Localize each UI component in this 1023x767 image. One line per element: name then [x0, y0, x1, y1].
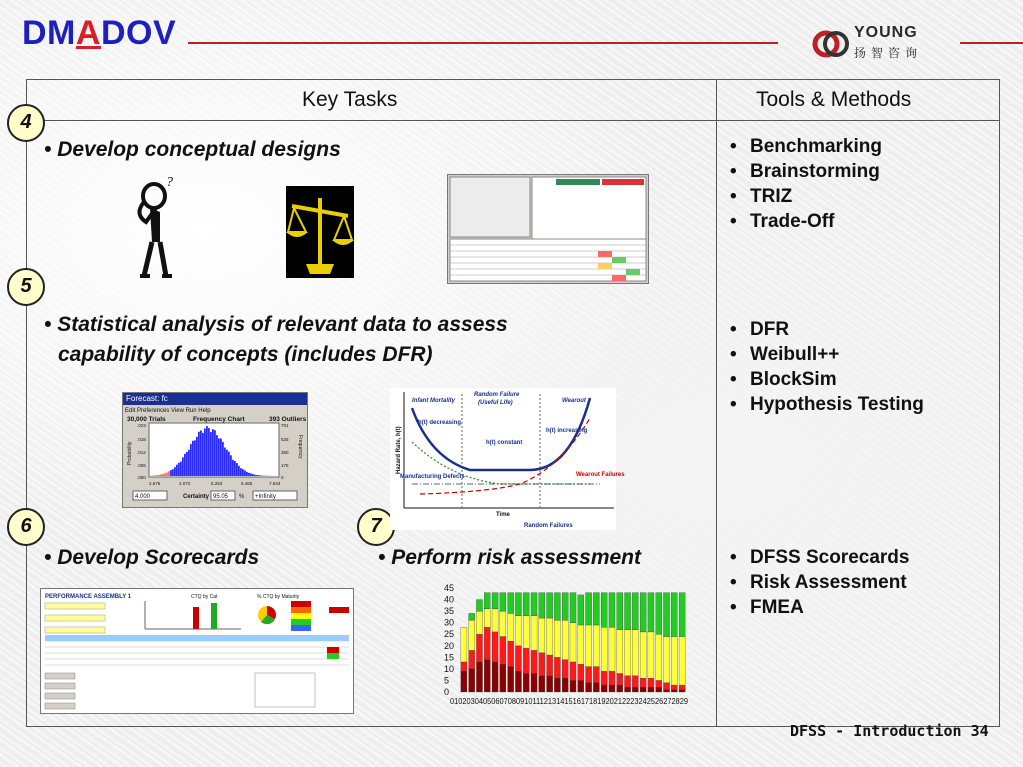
forecast-title: Forecast: fc — [123, 393, 307, 405]
forecast-left-label: Probability — [127, 441, 133, 465]
bathtub-x-label: Time — [496, 512, 510, 518]
histogram-bar — [208, 428, 210, 476]
histogram-bar — [172, 469, 174, 476]
risk-bar-segment — [484, 609, 490, 627]
tool-item: • Brainstorming — [728, 159, 882, 184]
step-badge-4: 4 — [7, 104, 45, 142]
risk-bar-segment — [508, 667, 514, 692]
y-tick: .012 — [137, 450, 146, 455]
histogram-bar — [218, 438, 220, 476]
header-divider — [26, 120, 1000, 121]
scorecard-ctq: CTQ by Cat — [191, 594, 218, 600]
histogram-bar — [174, 467, 176, 476]
risk-bar-segment — [625, 593, 631, 630]
histogram-bar — [166, 473, 168, 476]
risk-bar-segment — [640, 632, 646, 678]
risk-y-tick: 35 — [444, 606, 455, 617]
risk-bar-segment — [601, 627, 607, 671]
tool-item: • DFSS Scorecards — [728, 545, 909, 570]
label-wearout: Wearout — [562, 398, 586, 404]
histogram-bar — [226, 450, 228, 476]
risk-bar-segment — [484, 627, 490, 659]
histogram-bar — [234, 461, 236, 476]
risk-bar-segment — [663, 637, 669, 683]
label-h-constant: h(t) constant — [486, 440, 523, 446]
x-tick: 7.643 — [269, 481, 281, 486]
y-tick: .006 — [137, 463, 146, 468]
risk-bar-segment — [648, 632, 654, 678]
task-statistical-analysis: • Statistical analysis of relevant data to assess — [44, 313, 508, 336]
step-badge-5: 5 — [7, 268, 45, 306]
forecast-trials: 30,000 Trials — [127, 416, 166, 423]
histogram-bar — [222, 442, 224, 476]
risk-bar-segment — [570, 593, 576, 623]
histogram-bar — [162, 474, 164, 476]
histogram-bar — [192, 441, 194, 476]
histogram-bar — [194, 440, 196, 476]
label-mfg-defects: Manufacturing Defects — [400, 474, 465, 480]
label-random-2: (Useful Life) — [478, 400, 513, 406]
risk-bar-segment — [547, 655, 553, 676]
risk-bar-segment — [609, 685, 615, 692]
histogram-bar — [206, 426, 208, 476]
risk-bar-segment — [523, 648, 529, 673]
histogram-bar — [196, 437, 198, 476]
risk-bar-segment — [531, 650, 537, 673]
histogram-bar — [204, 429, 206, 476]
tool-item: • Risk Assessment — [728, 570, 909, 595]
risk-bar-segment — [679, 690, 685, 692]
histogram-bar — [186, 452, 188, 476]
histogram-bar — [256, 475, 258, 476]
histogram-bar — [236, 463, 238, 476]
histogram-bar — [190, 444, 192, 476]
risk-bar-segment — [554, 593, 560, 621]
risk-bar-segment — [578, 625, 584, 664]
risk-bar-segment — [500, 593, 506, 611]
risk-bar-segment — [593, 667, 599, 683]
histogram-bar — [258, 475, 260, 476]
tool-item: • BlockSim — [728, 367, 924, 392]
risk-bar-segment — [484, 660, 490, 692]
risk-bar-segment — [632, 676, 638, 688]
risk-bar-segment — [625, 676, 631, 688]
risk-bar-segment — [648, 678, 654, 687]
risk-bar-segment — [547, 593, 553, 618]
histogram-bar — [224, 448, 226, 476]
label-wearout-failures: Wearout Failures — [576, 472, 625, 478]
y-tick: .018 — [137, 437, 146, 442]
tools-list-analysis — [728, 317, 924, 417]
risk-bar-segment — [523, 674, 529, 692]
histogram-bar — [210, 432, 212, 476]
risk-y-tick: 45 — [444, 583, 455, 593]
risk-bar-segment — [469, 620, 475, 650]
risk-bar-segment — [539, 676, 545, 692]
histogram-bar — [180, 462, 182, 476]
histogram-bar — [198, 432, 200, 476]
forecast-low-value: 4.000 — [135, 494, 151, 500]
risk-bar-segment — [500, 637, 506, 665]
histogram-bar — [254, 475, 256, 476]
risk-bar-segment — [500, 664, 506, 692]
tool-item: • Trade-Off — [728, 209, 882, 234]
risk-y-axis — [444, 583, 454, 697]
risk-bar-segment — [656, 634, 662, 680]
histogram-bar — [216, 435, 218, 476]
y-tick: .023 — [137, 423, 146, 428]
risk-bar-segment — [523, 616, 529, 648]
label-h-increasing: h(t) increasing — [546, 428, 588, 434]
y-tick: .000 — [137, 475, 146, 480]
col-header-tools: Tools & Methods — [756, 88, 912, 111]
risk-y-tick: 5 — [444, 675, 450, 686]
histogram-bar — [202, 433, 204, 476]
risk-bar-segment — [523, 593, 529, 616]
risk-bar-segment — [492, 662, 498, 692]
risk-bar-segment — [648, 687, 654, 692]
risk-bar-segment — [632, 593, 638, 630]
risk-bar-segment — [640, 678, 646, 687]
risk-bar-segment — [640, 687, 646, 692]
header-rule-left — [188, 42, 778, 44]
risk-bar-segment — [671, 637, 677, 686]
histogram-bar — [182, 457, 184, 476]
risk-bar-segment — [609, 593, 615, 628]
risk-bar-segment — [515, 593, 521, 616]
bathtub-y-label: Hazard Rate, h(t) — [396, 426, 402, 474]
risk-bar-segment — [578, 680, 584, 692]
forecast-pct: % — [239, 494, 245, 500]
risk-bar-segment — [586, 683, 592, 692]
risk-bar-segment — [562, 678, 568, 692]
histogram-bar — [240, 468, 242, 476]
risk-bar-segment — [539, 653, 545, 676]
risk-bar-segment — [539, 618, 545, 653]
forecast-certainty-value: 95.05 — [213, 494, 229, 500]
risk-y-tick: 15 — [444, 652, 455, 663]
histogram-bar — [246, 472, 248, 476]
risk-bar-segment — [593, 593, 599, 625]
risk-bar-segment — [617, 630, 623, 674]
histogram-bar — [178, 463, 180, 476]
risk-bar-segment — [539, 593, 545, 618]
task-develop-scorecards: • Develop Scorecards — [44, 546, 260, 569]
risk-bar-segment — [609, 671, 615, 685]
risk-bar-segment — [617, 593, 623, 630]
risk-bar-segment — [656, 593, 662, 635]
forecast-high-value: +Infinity — [255, 494, 276, 500]
risk-bar-segment — [663, 593, 669, 637]
scorecard-maturity: % CTQ by Maturity — [257, 594, 300, 600]
risk-bar-segment — [671, 685, 677, 690]
page-title: DMADOV — [22, 14, 177, 52]
thinking-person-icon — [130, 172, 190, 280]
histogram-bar — [160, 474, 162, 476]
histogram-bar — [156, 475, 158, 476]
risk-bar-segment — [656, 680, 662, 687]
histogram-bar — [168, 471, 170, 476]
risk-bar-segment — [554, 657, 560, 678]
risk-bar-segment — [508, 641, 514, 666]
risk-bar-segment — [531, 593, 537, 616]
risk-y-tick: 25 — [444, 629, 455, 640]
tools-list-scorecards — [728, 545, 909, 620]
tools-list-concepts — [728, 134, 882, 234]
risk-x-tick-labels: 0102030405060708091011121314151617181920212223242526272829 — [450, 697, 689, 706]
histogram-bar — [228, 452, 230, 476]
risk-bar-segment — [508, 593, 514, 614]
scorecard-screenshot — [40, 588, 354, 714]
risk-y-tick: 30 — [444, 617, 455, 628]
histogram-bar — [200, 430, 202, 476]
risk-y-tick: 10 — [444, 663, 455, 674]
y-tick-right: 0 — [281, 475, 284, 480]
risk-bar-segment — [484, 593, 490, 609]
forecast-certainty-label: Certainty — [183, 494, 210, 500]
risk-bar-segment — [476, 634, 482, 662]
x-tick: 2.676 — [149, 481, 161, 486]
histogram-bar — [252, 474, 254, 476]
risk-bar-segment — [663, 690, 669, 692]
risk-bar-segment — [593, 683, 599, 692]
risk-y-tick: 20 — [444, 640, 455, 651]
risk-bar-segment — [586, 593, 592, 625]
histogram-bar — [170, 470, 172, 476]
risk-bar-segment — [570, 662, 576, 680]
tool-item: • FMEA — [728, 595, 909, 620]
risk-bar-segment — [508, 613, 514, 641]
risk-bar-segment — [515, 671, 521, 692]
risk-bar-segment — [586, 667, 592, 683]
histogram-bar — [238, 466, 240, 476]
risk-bar-segment — [554, 678, 560, 692]
risk-bar-segment — [617, 685, 623, 692]
risk-bar-segment — [601, 685, 607, 692]
risk-bar-segment — [679, 593, 685, 637]
risk-bar-segment — [609, 627, 615, 671]
histogram-bar — [164, 473, 166, 476]
risk-bar-segment — [625, 630, 631, 676]
risk-bar-segment — [570, 680, 576, 692]
histogram-bar — [214, 430, 216, 476]
risk-bar-segment — [554, 620, 560, 657]
forecast-right-label: Frequency — [297, 435, 303, 459]
y-tick-right: 701 — [281, 423, 289, 428]
histogram-bar — [232, 460, 234, 476]
company-logo — [812, 22, 932, 64]
risk-bar-segment — [469, 669, 475, 692]
header-rule-right — [960, 42, 1023, 44]
risk-bar-segment — [617, 674, 623, 686]
risk-bar-segment — [461, 662, 467, 671]
x-tick: 6.465 — [241, 481, 253, 486]
footer-page-label: DFSS - Introduction 34 — [790, 722, 989, 740]
y-tick-right: 350 — [281, 450, 289, 455]
risk-bars — [461, 593, 685, 692]
histogram-bar — [158, 475, 160, 476]
step-badge-7: 7 — [357, 508, 395, 546]
tool-item: • DFR — [728, 317, 924, 342]
scales-icon — [286, 186, 354, 278]
histogram-bar — [248, 473, 250, 476]
risk-bar-segment — [601, 671, 607, 685]
risk-bar-segment — [469, 650, 475, 668]
risk-bar-segment — [531, 674, 537, 692]
risk-bar-segment — [562, 620, 568, 659]
risk-bar-segment — [476, 662, 482, 692]
risk-bar-segment — [476, 600, 482, 612]
scorecard-title: PERFORMANCE ASSEMBLY 1 — [45, 594, 132, 600]
histogram-bar — [260, 475, 262, 476]
risk-bar-segment — [671, 690, 677, 692]
risk-bar-segment — [531, 616, 537, 651]
histogram-bar — [188, 450, 190, 476]
forecast-chart — [123, 405, 307, 507]
risk-bar-segment — [492, 609, 498, 632]
risk-bar-segment — [578, 595, 584, 625]
risk-y-tick: 0 — [444, 687, 450, 697]
tradeoff-grid — [448, 175, 648, 283]
histogram-bar — [176, 465, 178, 476]
scorecard-grid — [41, 589, 353, 713]
risk-bar-segment — [601, 593, 607, 628]
histogram-bar — [242, 469, 244, 476]
risk-bar-segment — [671, 593, 677, 637]
risk-bar-segment — [492, 632, 498, 662]
risk-bar-segment — [469, 613, 475, 620]
risk-bar-segment — [648, 593, 654, 632]
risk-bar-segment — [663, 683, 669, 690]
risk-bar-segment — [562, 593, 568, 621]
risk-bar-segment — [632, 630, 638, 676]
risk-bar-segment — [562, 660, 568, 678]
risk-bar-segment — [570, 623, 576, 662]
risk-bar-segment — [461, 671, 467, 692]
risk-bar-segment — [515, 646, 521, 671]
histogram-bar — [230, 455, 232, 476]
bathtub-curve-diagram — [390, 388, 625, 530]
risk-bar-segment — [679, 685, 685, 690]
histogram-bar — [184, 454, 186, 476]
risk-bar-segment — [500, 611, 506, 636]
forecast-chart-title: Frequency Chart — [193, 416, 245, 423]
risk-bar-segment — [640, 593, 646, 632]
forecast-outliers: 393 Outliers — [269, 416, 307, 423]
risk-stacked-bar-chart — [440, 584, 690, 708]
risk-bar-segment — [492, 593, 498, 609]
histogram-bar — [154, 475, 156, 476]
label-infant: Infant Mortality — [412, 398, 455, 404]
tradeoff-screenshot — [447, 174, 649, 284]
forecast-menu: Edit Preferences View Run Help — [125, 408, 211, 414]
column-divider — [716, 79, 717, 727]
x-tick: 4.072 — [179, 481, 191, 486]
col-header-tasks: Key Tasks — [302, 88, 398, 111]
risk-bar-segment — [547, 676, 553, 692]
label-random-failures: Random Failures — [524, 523, 573, 529]
label-random: Random Failure — [474, 392, 520, 398]
label-h-decreasing: h(t) decreasing — [418, 420, 462, 426]
histogram-bar — [212, 429, 214, 476]
task-statistical-analysis-line2: capability of concepts (includes DFR) — [58, 343, 433, 366]
risk-bar-segment — [625, 687, 631, 692]
risk-bar-segment — [578, 664, 584, 680]
histogram-bar — [220, 439, 222, 477]
task-develop-concepts: • Develop conceptual designs — [44, 138, 341, 161]
histogram-bar — [244, 470, 246, 476]
step-badge-6: 6 — [7, 508, 45, 546]
risk-bar-segment — [461, 627, 467, 662]
histogram-bar — [250, 473, 252, 476]
y-tick-right: 525 — [281, 437, 289, 442]
risk-bar-segment — [656, 687, 662, 692]
tool-item: • TRIZ — [728, 184, 882, 209]
tool-item: • Hypothesis Testing — [728, 392, 924, 417]
risk-bar-segment — [476, 611, 482, 634]
logo-mark-icon — [812, 22, 852, 62]
x-tick: 5.263 — [211, 481, 223, 486]
forecast-window — [122, 392, 308, 508]
risk-bar-segment — [547, 618, 553, 655]
risk-bar-segment — [515, 616, 521, 646]
y-tick-right: 175 — [281, 463, 289, 468]
logo-subtext: 扬智咨询 — [854, 46, 923, 60]
tool-item: • Weibull++ — [728, 342, 924, 367]
logo-text: YOUNG — [854, 24, 918, 41]
tool-item: • Benchmarking — [728, 134, 882, 159]
risk-bar-segment — [632, 687, 638, 692]
risk-bar-segment — [586, 625, 592, 667]
risk-bar-segment — [593, 625, 599, 667]
task-risk-assessment: • Perform risk assessment — [378, 546, 641, 569]
risk-bar-segment — [679, 637, 685, 686]
svg-text:?: ? — [166, 175, 173, 190]
risk-y-tick: 40 — [444, 594, 455, 605]
